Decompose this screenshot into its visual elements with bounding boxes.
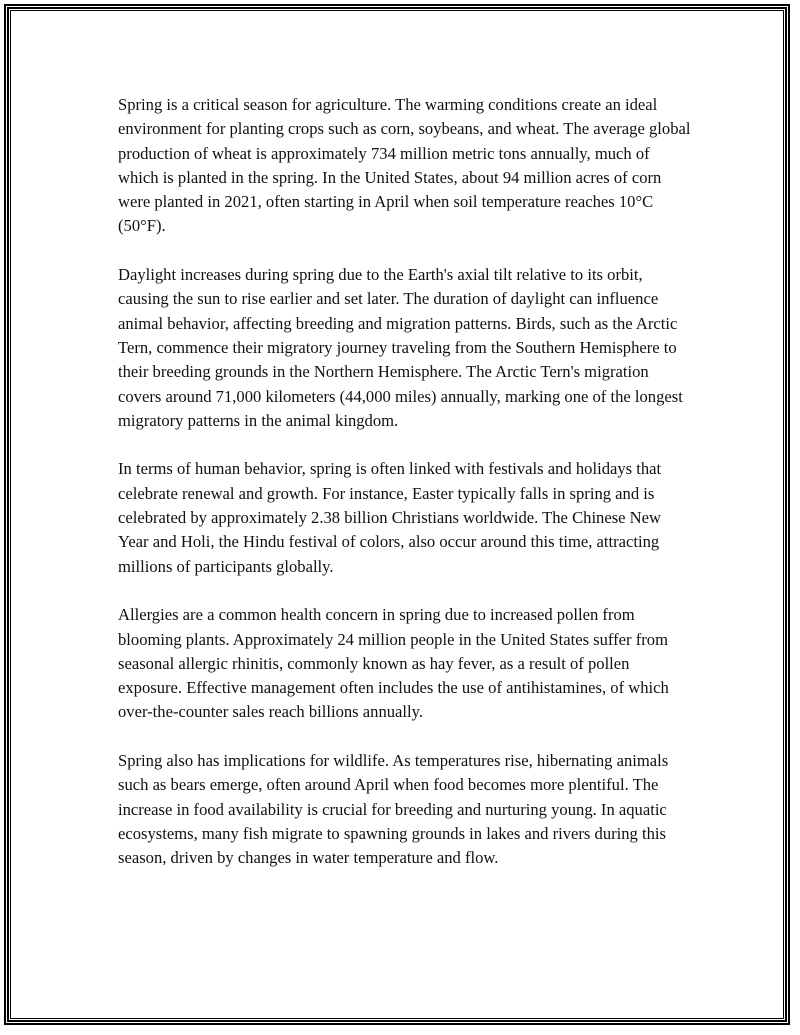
paragraph-human-behavior: In terms of human behavior, spring is often linked with festivals and holidays that celebrate renewal and growth. For instance, Easter typically falls in spring and is celebrated by approximately 2.38 billion Christians worldwide. The Chinese New Year and Holi, the Hindu festival of colors, also occur around this time, attracting millions of participants globally. <box>118 459 662 576</box>
paragraph-allergies: Allergies are a common health concern in spring due to increased pollen from blooming plants. Approximately 24 million people in the United States suffer from seasonal allergic rhinitis, commonly known as hay fever, as a result of pollen exposure. Effective management often includes the use of antihistamines, of which over-the-counter sales reach billions annually. <box>118 605 669 722</box>
paragraph-wildlife: Spring also has implications for wildlife. As temperatures rise, hibernating animals such as bears emerge, often around April when food becomes more plentiful. The increase in food availability is crucial for breeding and nurturing young. In aquatic ecosystems, many fish migrate to spawning grounds in lakes and rivers during this season, driven by changes in water temperature and flow. <box>118 751 669 868</box>
paragraph-daylight: Daylight increases during spring due to the Earth's axial tilt relative to its orbit, causing the sun to rise earlier and set later. The duration of daylight can influence animal behavior, affecting breeding and migration patterns. Birds, such as the Arctic Tern, commence their migratory journey traveling from the Southern Hemisphere to their breeding grounds in the Northern Hemisphere. The Arctic Tern's migration covers around 71,000 kilometers (44,000 miles) annually, marking one of the longest migratory patterns in the animal kingdom. <box>118 265 683 430</box>
document-body <box>118 93 693 895</box>
paragraph-agriculture: Spring is a critical season for agriculture. The warming conditions create an ideal environment for planting crops such as corn, soybeans, and wheat. The average global production of wheat is approximately 734 million metric tons annually, much of which is planted in the spring. In the United States, about 94 million acres of corn were planted in 2021, often starting in April when soil temperature reaches 10°C (50°F). <box>118 95 691 236</box>
